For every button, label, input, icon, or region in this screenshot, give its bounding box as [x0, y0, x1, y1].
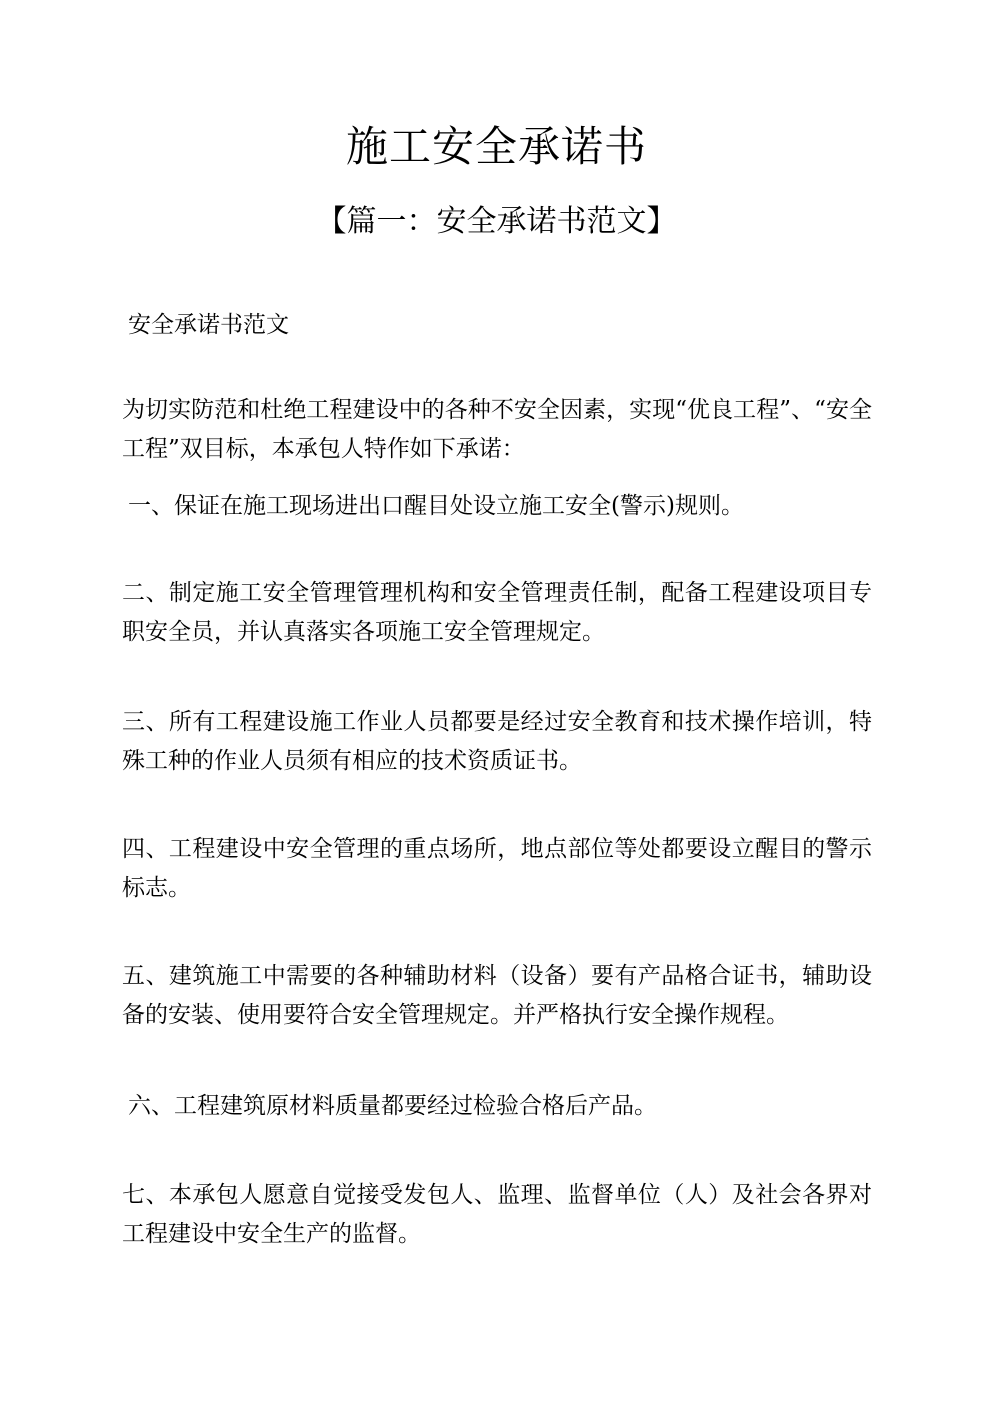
commitment-item-6: 六、工程建筑原材料质量都要经过检验合格后产品。 [128, 1093, 657, 1119]
commitment-item-2: 二、制定施工安全管理管理机构和安全管理责任制，配备工程建设项目专职安全员，并认真落实各项施工安全管理规定。 [122, 580, 872, 645]
commitment-item-4: 四、工程建设中安全管理的重点场所，地点部位等处都要设立醒目的警示标志。 [122, 836, 872, 901]
commitment-item-7: 七、本承包人愿意自觉接受发包人、监理、监督单位（人）及社会各界对工程建设中安全生产的监督。 [122, 1182, 872, 1247]
commitment-item-5: 五、建筑施工中需要的各种辅助材料（设备）要有产品格合证书，辅助设备的安装、使用要符合安全管理规定。并严格执行安全操作规程。 [122, 963, 872, 1028]
document-subtitle: 【篇一：安全承诺书范文】 [316, 204, 677, 239]
commitment-item-3: 三、所有工程建设施工作业人员都要是经过安全教育和技术操作培训，特殊工种的作业人员须有相应的技术资质证书。 [122, 709, 872, 774]
section-heading: 安全承诺书范文 [128, 312, 289, 338]
commitment-item-1: 一、保证在施工现场进出口醒目处设立施工安全(警示)规则。 [128, 493, 744, 519]
intro-paragraph: 为切实防范和杜绝工程建设中的各种不安全因素，实现“优良工程”、“安全工程”双目标，本承包人特作如下承诺： [122, 397, 872, 462]
document-title: 施工安全承诺书 [345, 122, 647, 171]
